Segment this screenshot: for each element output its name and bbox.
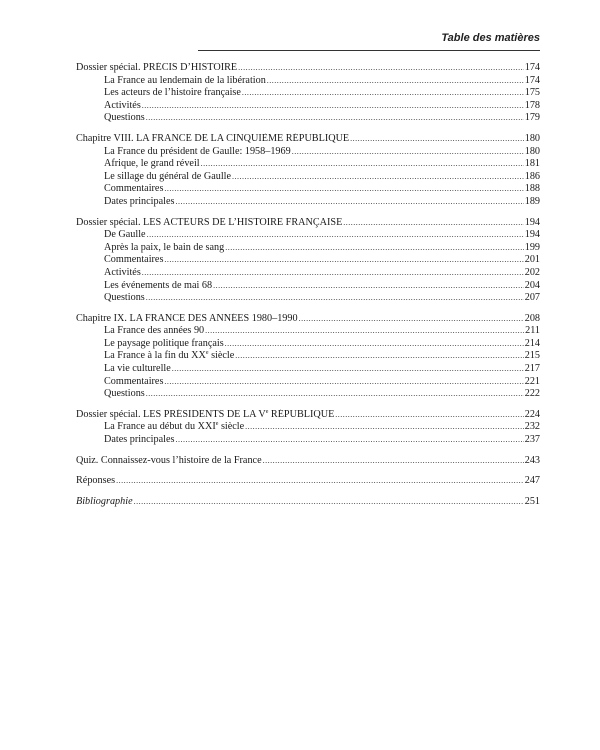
page-number: 232 (524, 421, 540, 433)
toc-entry[interactable] (76, 455, 540, 468)
header-title: Table des matières (441, 32, 540, 44)
toc-section (76, 409, 540, 447)
entry-title: La vie culturelle (104, 363, 171, 375)
page-number: 224 (524, 408, 540, 420)
dot-leader (238, 62, 524, 75)
page-number: 222 (524, 388, 540, 400)
toc-subentry[interactable] (76, 87, 540, 100)
dot-leader (225, 338, 524, 351)
dot-leader (175, 434, 523, 447)
toc-section (76, 133, 540, 209)
page-number: 181 (524, 158, 540, 170)
toc-entry[interactable] (76, 133, 540, 146)
entry-title: Bibliographie (76, 495, 133, 507)
toc-entry[interactable] (76, 475, 540, 488)
dot-leader (142, 267, 524, 280)
entry-title: La France à la fin du XXe siècle (104, 350, 235, 362)
toc-subentry[interactable] (76, 158, 540, 171)
page-number: 214 (524, 337, 540, 349)
page-number: 215 (524, 350, 540, 362)
dot-leader (343, 217, 523, 230)
dot-leader (172, 363, 524, 376)
page-number: 247 (524, 475, 540, 487)
entry-title: La France au lendemain de la libération (104, 74, 266, 86)
dot-leader (201, 158, 524, 171)
page-number: 243 (524, 454, 540, 466)
dot-leader (164, 254, 523, 267)
toc-subentry[interactable] (76, 242, 540, 255)
toc-subentry[interactable] (76, 229, 540, 242)
page-number: 174 (524, 62, 540, 73)
page-number: 237 (524, 434, 540, 446)
toc-subentry[interactable] (76, 280, 540, 293)
toc-section (76, 313, 540, 401)
dot-leader (299, 313, 524, 326)
entry-title: Chapitre VIII. LA FRANCE DE LA CINQUIÈME RÉPUBLIQUE (76, 132, 350, 144)
page-number: 186 (524, 170, 540, 182)
entry-title: Questions (104, 388, 145, 400)
entry-title: Chapitre IX. LA FRANCE DES ANNÉES 1980–1990 (76, 312, 298, 324)
page-number: 199 (524, 241, 540, 253)
dot-leader (213, 280, 524, 293)
page-number: 174 (524, 74, 540, 86)
dot-leader (146, 112, 524, 125)
toc-subentry[interactable] (76, 100, 540, 113)
superscript: e (265, 408, 269, 415)
page-number: 178 (524, 99, 540, 111)
entry-title: Dates principales (104, 195, 175, 207)
dot-leader (232, 171, 524, 184)
entry-title: Les événements de mai 68 (104, 279, 213, 291)
entry-title: Commentaires (104, 183, 164, 195)
toc-subentry[interactable] (76, 254, 540, 267)
dot-leader (142, 100, 524, 113)
toc-subentry[interactable] (76, 325, 540, 338)
page-number: 208 (524, 312, 540, 324)
toc-entry[interactable] (76, 409, 540, 422)
toc-subentry[interactable] (76, 171, 540, 184)
entry-title: Activités (104, 99, 141, 111)
toc-entry[interactable] (76, 313, 540, 326)
toc-subentry[interactable] (76, 196, 540, 209)
toc-subentry[interactable] (76, 75, 540, 88)
entry-title: Dates principales (104, 434, 175, 446)
entry-title: Commentaires (104, 254, 164, 266)
toc-entry[interactable] (76, 217, 540, 230)
dot-leader (147, 229, 524, 242)
toc-section (76, 62, 540, 125)
page-number: 188 (524, 183, 540, 195)
toc-subentry[interactable] (76, 350, 540, 363)
page-number: 179 (524, 112, 540, 124)
entry-title: Dossier spécial. LES ACTEURS DE L’HISTOIRE FRANÇAISE (76, 216, 343, 228)
page-number: 217 (524, 363, 540, 375)
toc-subentry[interactable] (76, 388, 540, 401)
entry-title: Le paysage politique français (104, 337, 224, 349)
entry-title: Dossier spécial. LES PRÉSIDENTS DE LA Ve RÉPUBLIQUE (76, 408, 335, 420)
toc-subentry[interactable] (76, 421, 540, 434)
page-number: 204 (524, 279, 540, 291)
toc-subentry[interactable] (76, 338, 540, 351)
superscript: e (205, 350, 209, 357)
entry-title: Questions (104, 292, 145, 304)
page-number: 221 (524, 375, 540, 387)
toc-subentry[interactable] (76, 112, 540, 125)
entry-title: La France des années 90 (104, 325, 205, 337)
dot-leader (146, 388, 524, 401)
page-number: 211 (525, 325, 540, 337)
dot-leader (292, 146, 524, 159)
entry-title: Les acteurs de l’histoire française (104, 87, 241, 99)
dot-leader (245, 421, 524, 434)
toc-subentry[interactable] (76, 434, 540, 447)
entry-title: Réponses (76, 475, 116, 487)
dot-leader (134, 496, 524, 509)
dot-leader (175, 196, 523, 209)
dot-leader (205, 325, 524, 338)
entry-title: La France au début du XXIe siècle (104, 421, 245, 433)
dot-leader (267, 75, 524, 88)
page-number: 194 (524, 229, 540, 241)
toc-entry[interactable] (76, 496, 540, 509)
dot-leader (164, 376, 523, 389)
toc-subentry[interactable] (76, 376, 540, 389)
entry-title: Questions (104, 112, 145, 124)
page-number: 175 (524, 87, 540, 99)
page-number: 180 (524, 132, 540, 144)
toc-subentry[interactable] (76, 183, 540, 196)
entry-title: Activités (104, 266, 141, 278)
dot-leader (235, 350, 523, 363)
toc-section (76, 496, 540, 509)
dot-leader (335, 409, 523, 422)
dot-leader (164, 183, 523, 196)
entry-title: Après la paix, le bain de sang (104, 241, 225, 253)
entry-title: Commentaires (104, 375, 164, 387)
page-number: 251 (524, 495, 540, 507)
page-number: 201 (524, 254, 540, 266)
dot-leader (350, 133, 524, 146)
page-number: 189 (524, 195, 540, 207)
dot-leader (116, 475, 524, 488)
page-number: 194 (524, 216, 540, 228)
entry-title: Afrique, le grand réveil (104, 158, 200, 170)
toc-entry[interactable] (76, 62, 540, 75)
entry-title: La France du président de Gaulle: 1958–1969 (104, 145, 291, 157)
entry-title: Quiz. Connaissez-vous l’histoire de la France (76, 454, 262, 466)
entry-title: Dossier spécial. PRÉCIS D’HISTOIRE (76, 62, 238, 73)
dot-leader (242, 87, 524, 100)
page-number: 202 (524, 266, 540, 278)
entry-title: De Gaulle (104, 229, 146, 241)
dot-leader (146, 292, 524, 305)
page-number: 207 (524, 292, 540, 304)
table-of-contents (76, 62, 540, 516)
dot-leader (263, 455, 524, 468)
page-number: 180 (524, 145, 540, 157)
toc-subentry[interactable] (76, 146, 540, 159)
toc-subentry[interactable] (76, 267, 540, 280)
dot-leader (225, 242, 523, 255)
running-header (198, 28, 540, 51)
entry-title: Le sillage du général de Gaulle (104, 170, 232, 182)
toc-subentry[interactable] (76, 292, 540, 305)
toc-section (76, 217, 540, 305)
toc-section (76, 455, 540, 468)
toc-subentry[interactable] (76, 363, 540, 376)
superscript: e (215, 421, 219, 428)
toc-section (76, 475, 540, 488)
